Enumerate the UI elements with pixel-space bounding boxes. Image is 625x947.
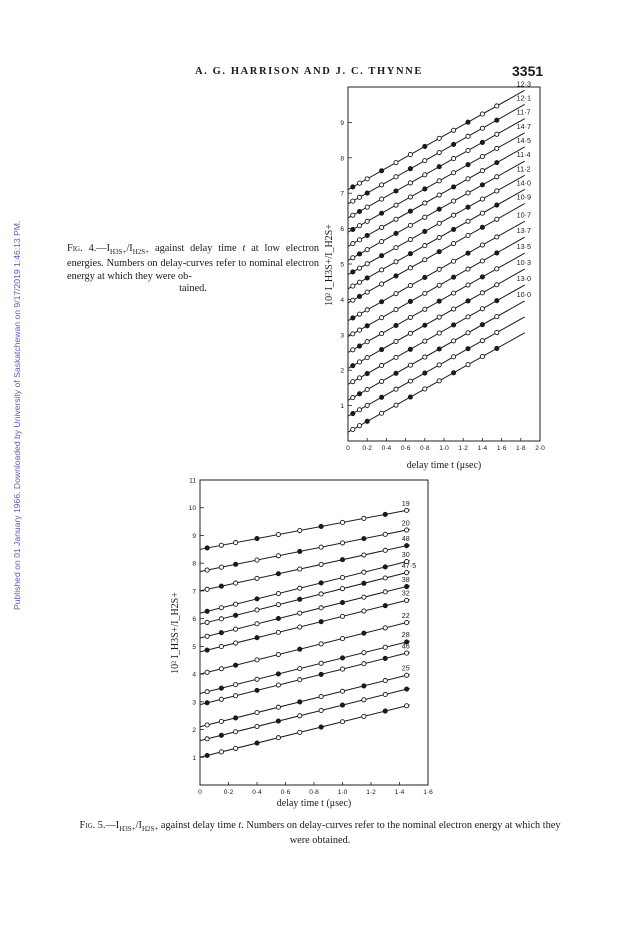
curve-label: 48 xyxy=(401,533,410,543)
data-point xyxy=(234,641,238,645)
data-point xyxy=(298,625,302,629)
data-point xyxy=(205,723,209,727)
data-point xyxy=(383,678,387,682)
data-point xyxy=(219,631,223,635)
x-axis-title: delay time t (μsec) xyxy=(276,798,352,809)
caption-text: at low electron energies. Numbers on delay-curves refer to nominal electron energy at which they were ob- xyxy=(67,243,319,282)
caption-subscript: H3S+ xyxy=(110,248,127,257)
data-point xyxy=(319,694,323,698)
x-tick-label: 0·4 xyxy=(381,445,392,452)
y-tick-label: 9 xyxy=(192,532,196,540)
data-point xyxy=(205,701,209,705)
y-tick-label: 8 xyxy=(192,560,196,568)
data-point xyxy=(219,644,223,648)
data-point xyxy=(276,736,280,740)
curve-label: 19 xyxy=(401,498,410,508)
data-point xyxy=(205,568,209,572)
y-tick-label: 1 xyxy=(340,403,344,411)
data-point xyxy=(319,661,323,665)
data-point xyxy=(319,562,323,566)
caption-italic: t xyxy=(238,820,242,831)
data-point xyxy=(405,544,409,548)
data-point xyxy=(234,746,238,750)
data-point xyxy=(219,750,223,754)
data-point xyxy=(219,565,223,569)
data-point xyxy=(205,690,209,694)
data-point xyxy=(383,565,387,569)
curve-label: 14·0 xyxy=(516,178,532,188)
x-tick-label: 1·4 xyxy=(394,789,405,796)
data-point xyxy=(219,543,223,547)
curve-label: 11·4 xyxy=(516,150,531,160)
y-axis-title: 10² I_H3S+/I_H2S+ xyxy=(170,592,181,674)
caption-text: /I xyxy=(126,243,133,254)
data-point xyxy=(362,651,366,655)
y-tick-label: 8 xyxy=(340,155,344,163)
delay-curve xyxy=(200,586,410,638)
data-point xyxy=(362,684,366,688)
x-tick-label: 1·0 xyxy=(337,789,348,796)
data-point xyxy=(362,698,366,702)
data-point xyxy=(383,532,387,536)
data-point xyxy=(340,720,344,724)
data-point xyxy=(276,572,280,576)
caption-text: against delay time xyxy=(149,243,243,254)
x-tick-label: 1·4 xyxy=(477,445,488,452)
data-point xyxy=(255,688,259,692)
data-point xyxy=(276,532,280,536)
caption-subscript: H2S+ xyxy=(132,248,150,257)
y-tick-label: 11 xyxy=(189,477,196,485)
data-point xyxy=(298,586,302,590)
caption-text: —I xyxy=(96,243,111,254)
data-point xyxy=(298,730,302,734)
delay-curve xyxy=(200,510,410,550)
data-point xyxy=(276,672,280,676)
data-point xyxy=(298,611,302,615)
curve-label: 13·0 xyxy=(516,274,532,284)
data-point xyxy=(298,667,302,671)
curve-label: 11·7 xyxy=(516,107,531,117)
data-point xyxy=(298,597,302,601)
y-tick-label: 3 xyxy=(192,699,196,707)
data-point xyxy=(255,658,259,662)
x-tick-label: 0 xyxy=(198,789,202,796)
y-tick-label: 6 xyxy=(340,226,344,234)
curve-label: 10·0 xyxy=(516,289,532,299)
curve-label: 14·5 xyxy=(516,135,532,145)
x-tick-label: 0 xyxy=(346,445,350,452)
x-tick-label: 0·2 xyxy=(362,445,372,452)
data-point xyxy=(234,581,238,585)
data-point xyxy=(276,603,280,607)
data-point xyxy=(234,716,238,720)
data-point xyxy=(319,642,323,646)
data-point xyxy=(340,558,344,562)
data-point xyxy=(255,622,259,626)
data-point xyxy=(234,602,238,606)
delay-curve xyxy=(200,705,410,757)
delay-curve xyxy=(200,622,410,674)
y-tick-label: 10 xyxy=(188,505,196,513)
data-point xyxy=(276,683,280,687)
x-tick-label: 1·2 xyxy=(366,789,376,796)
data-point xyxy=(276,719,280,723)
data-point xyxy=(319,592,323,596)
figure-5-label: Fig. 5. xyxy=(79,820,106,831)
data-point xyxy=(340,600,344,604)
caption-subscript: H2S+ xyxy=(141,825,159,834)
caption-text: /I xyxy=(135,820,142,831)
data-point xyxy=(340,667,344,671)
data-point xyxy=(362,595,366,599)
data-point xyxy=(298,714,302,718)
data-point xyxy=(362,581,366,585)
curve-label: 20 xyxy=(401,518,410,528)
curve-label: 25 xyxy=(401,663,410,673)
data-point xyxy=(340,520,344,524)
data-point xyxy=(276,591,280,595)
x-tick-label: 0·2 xyxy=(223,789,234,796)
data-point xyxy=(205,670,209,674)
data-point xyxy=(276,554,280,558)
data-point xyxy=(219,584,223,588)
data-point xyxy=(340,575,344,579)
data-point xyxy=(234,562,238,566)
data-point xyxy=(405,673,409,677)
x-tick-label: 0·6 xyxy=(400,445,411,452)
x-tick-label: 1·2 xyxy=(458,445,468,452)
data-point xyxy=(319,672,323,676)
curve-label: 22 xyxy=(401,610,410,620)
data-point xyxy=(219,617,223,621)
delay-curve xyxy=(200,545,410,591)
data-point xyxy=(383,626,387,630)
data-point xyxy=(298,528,302,532)
y-tick-label: 7 xyxy=(192,588,196,596)
data-point xyxy=(205,587,209,591)
delay-curve xyxy=(200,561,410,613)
curve-label: 12·1 xyxy=(516,93,532,103)
curve-label: 13·5 xyxy=(516,242,532,252)
data-point xyxy=(234,683,238,687)
data-point xyxy=(219,733,223,737)
data-point xyxy=(255,536,259,540)
data-point xyxy=(405,651,409,655)
x-tick-label: 0·8 xyxy=(309,789,319,796)
data-point xyxy=(205,737,209,741)
data-point xyxy=(340,614,344,618)
data-point xyxy=(319,545,323,549)
y-tick-label: 5 xyxy=(192,643,196,651)
x-tick-label: 1·0 xyxy=(439,445,449,452)
watermark-text: Published on 01 January 1966. Downloaded by University of Saskatchewan on 9/17/2019 1:46:13 PM. xyxy=(12,220,22,610)
data-point xyxy=(362,516,366,520)
curve-label: 38 xyxy=(401,574,410,584)
x-tick-label: 2·0 xyxy=(535,445,545,452)
data-point xyxy=(205,634,209,638)
data-point xyxy=(298,678,302,682)
curve-label: 12·3 xyxy=(516,79,532,89)
caption-subscript: H3S+ xyxy=(119,825,136,834)
data-point xyxy=(219,606,223,610)
y-tick-label: 9 xyxy=(340,119,344,127)
data-point xyxy=(383,709,387,713)
data-point xyxy=(405,620,409,624)
data-point xyxy=(255,724,259,728)
data-point xyxy=(255,677,259,681)
data-point xyxy=(405,687,409,691)
data-point xyxy=(205,609,209,613)
caption-text: tained. xyxy=(179,283,207,295)
data-point xyxy=(362,553,366,557)
curve-label: 10·9 xyxy=(516,192,532,202)
data-point xyxy=(276,616,280,620)
x-tick-label: 1·8 xyxy=(516,445,526,452)
page-number: 3351 xyxy=(512,63,544,79)
y-tick-label: 6 xyxy=(192,616,196,624)
delay-curve xyxy=(200,641,410,693)
data-point xyxy=(276,705,280,709)
y-axis-title: 10² I_H3S+/I_H2S+ xyxy=(324,224,335,306)
curve-label: 28 xyxy=(401,630,410,640)
figure-4-label: Fig. 4. xyxy=(67,243,97,254)
data-point xyxy=(298,700,302,704)
data-point xyxy=(276,630,280,634)
data-point xyxy=(383,645,387,649)
data-point xyxy=(340,636,344,640)
caption-text: —I xyxy=(105,820,120,831)
curve-label: 10·3 xyxy=(516,258,532,268)
data-point xyxy=(255,597,259,601)
data-point xyxy=(340,703,344,707)
curve-label: 10·7 xyxy=(516,210,532,220)
caption-text: against delay time xyxy=(158,820,239,831)
data-point xyxy=(234,613,238,617)
data-point xyxy=(205,648,209,652)
curve-label: 14·7 xyxy=(516,121,532,131)
data-point xyxy=(234,694,238,698)
data-point xyxy=(383,512,387,516)
curve-label: 13·7 xyxy=(516,226,532,236)
data-point xyxy=(340,541,344,545)
data-point xyxy=(340,689,344,693)
data-point xyxy=(219,719,223,723)
data-point xyxy=(362,631,366,635)
x-tick-label: 0·4 xyxy=(252,789,262,796)
data-point xyxy=(234,541,238,545)
y-tick-label: 1 xyxy=(192,754,196,762)
running-head: A. G. HARRISON AND J. C. THYNNE xyxy=(195,66,423,77)
curve-label: 32 xyxy=(401,588,410,598)
data-point xyxy=(362,537,366,541)
data-point xyxy=(319,708,323,712)
data-point xyxy=(205,620,209,624)
curve-label: 11·2 xyxy=(516,164,531,174)
data-point xyxy=(362,714,366,718)
y-tick-label: 4 xyxy=(192,671,196,679)
data-point xyxy=(383,590,387,594)
data-point xyxy=(362,609,366,613)
delay-curve xyxy=(200,688,410,740)
delay-curve xyxy=(200,600,410,652)
data-point xyxy=(298,647,302,651)
data-point xyxy=(255,741,259,745)
data-point xyxy=(383,604,387,608)
x-tick-label: 1·6 xyxy=(423,789,433,796)
x-tick-label: 0·6 xyxy=(280,789,291,796)
y-tick-label: 5 xyxy=(340,261,344,269)
data-point xyxy=(255,636,259,640)
data-point xyxy=(219,686,223,690)
data-point xyxy=(255,576,259,580)
x-tick-label: 1·6 xyxy=(496,445,507,452)
data-point xyxy=(319,581,323,585)
curve-label: 47·5 xyxy=(401,560,417,570)
delay-curve xyxy=(200,529,410,571)
data-point xyxy=(340,587,344,591)
data-point xyxy=(319,725,323,729)
data-point xyxy=(255,710,259,714)
data-point xyxy=(362,662,366,666)
x-tick-label: 0·8 xyxy=(420,445,430,452)
plot-frame xyxy=(200,480,428,785)
data-point xyxy=(219,667,223,671)
data-point xyxy=(255,608,259,612)
x-axis-title: delay time t (μsec) xyxy=(406,460,482,471)
data-point xyxy=(405,528,409,532)
data-point xyxy=(219,697,223,701)
data-point xyxy=(362,570,366,574)
data-point xyxy=(205,753,209,757)
data-point xyxy=(405,508,409,512)
data-point xyxy=(319,620,323,624)
data-point xyxy=(340,656,344,660)
data-point xyxy=(205,546,209,550)
y-tick-label: 2 xyxy=(340,367,344,375)
data-point xyxy=(234,730,238,734)
y-tick-label: 7 xyxy=(340,190,344,198)
delay-curve xyxy=(200,572,410,624)
curve-label: 46 xyxy=(401,641,410,651)
y-tick-label: 4 xyxy=(340,296,344,304)
caption-italic: t xyxy=(242,243,246,254)
delay-curve xyxy=(200,652,410,704)
curve-label: 30 xyxy=(401,549,410,559)
data-point xyxy=(319,606,323,610)
data-point xyxy=(405,704,409,708)
data-point xyxy=(383,576,387,580)
data-point xyxy=(234,663,238,667)
data-point xyxy=(383,656,387,660)
data-point xyxy=(383,548,387,552)
data-point xyxy=(298,567,302,571)
data-point xyxy=(276,652,280,656)
y-tick-label: 2 xyxy=(192,727,196,735)
data-point xyxy=(383,692,387,696)
data-point xyxy=(234,627,238,631)
data-point xyxy=(298,549,302,553)
delay-curve xyxy=(200,674,410,726)
data-point xyxy=(319,524,323,528)
y-tick-label: 3 xyxy=(340,332,344,340)
data-point xyxy=(405,598,409,602)
data-point xyxy=(255,558,259,562)
caption-text: . Numbers on delay-curves refer to the nominal electron energy at which they were obtained. xyxy=(241,820,561,847)
